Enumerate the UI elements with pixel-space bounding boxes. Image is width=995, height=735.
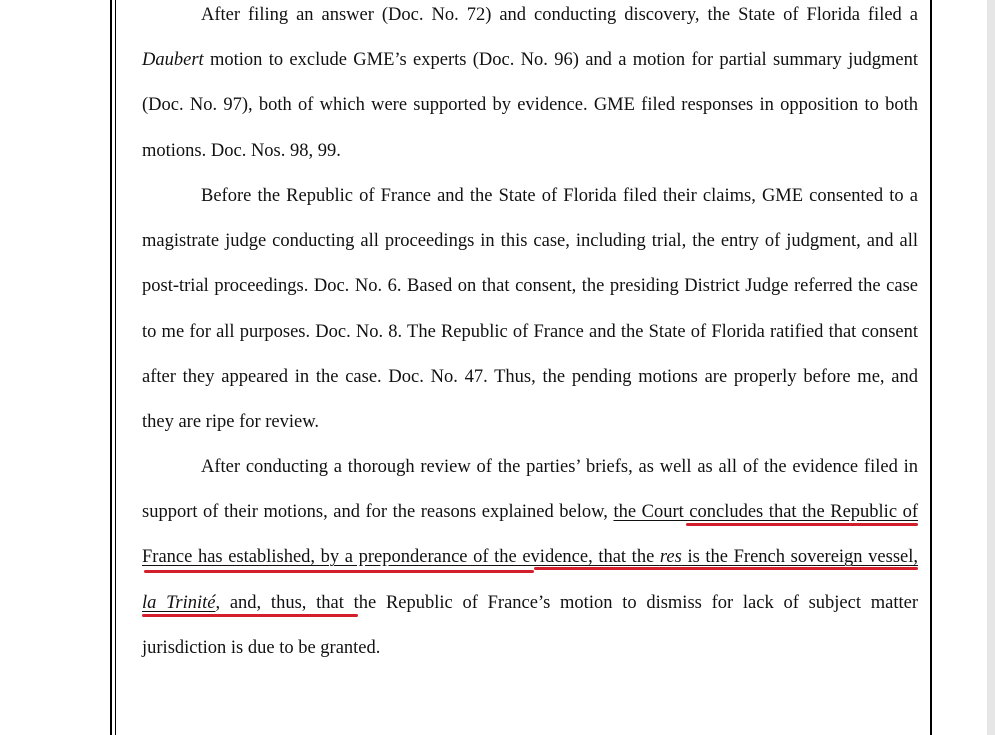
p1-text-2: motion to exclude GME’s experts (Doc. No. 96) and a motion for partial summary judgment (Doc. No. 97), both of which were supported by evidence. GME filed responses in opposition to both motions. Doc. Nos. 98, 99.: [142, 50, 918, 161]
red-markup-line-2a: [144, 570, 534, 573]
p3-text-1: After conducting a thorough review of the parties’ briefs, as well as all of the evidence filed in support of their motions, and for the reasons explained below,: [142, 457, 918, 523]
res-italic: res: [659, 547, 682, 568]
red-markup-line-1: [686, 523, 918, 526]
paragraph-3: [142, 445, 918, 671]
p3-text-2: , and, thus, that the Republic of France’s motion to dismiss for lack of subject matter jurisdiction is due to be granted.: [142, 592, 918, 658]
right-margin-area: [932, 0, 987, 735]
paragraph-1: [142, 0, 918, 174]
la-trinite-italic: la Trinité: [142, 592, 216, 613]
paragraph-2: [142, 174, 918, 445]
red-markup-line-3: [142, 614, 358, 617]
left-margin-area: [0, 0, 110, 735]
document-page: [116, 0, 930, 735]
underlined-conclusion-1: the Court concludes that the Republic of France has established, by a preponderance of the evidence, that the: [142, 502, 918, 568]
p2-text: Before the Republic of France and the State of Florida filed their claims, GME consented to a magistrate judge conducting all proceedings in this case, including trial, the entry of judgment, and all post-trial proceedings. Doc. No. 6. Based on that consent, the presiding District Judge referred the case to me for all purposes. Doc. No. 8. The Republic of France and the State of Florida ratified that consent after they appeared in the case. Doc. No. 47. Thus, the pending motions are properly before me, and they are ripe for review.: [142, 186, 918, 433]
p1-text-1: After filing an answer (Doc. No. 72) and conducting discovery, the State of Florida filed a: [201, 5, 918, 25]
viewer-edge: [987, 0, 995, 735]
red-markup-line-2b: [534, 567, 918, 570]
page-border-left: [110, 0, 112, 735]
daubert-italic: Daubert: [142, 50, 204, 71]
underlined-conclusion-2: is the French sovereign vessel,: [681, 547, 918, 568]
